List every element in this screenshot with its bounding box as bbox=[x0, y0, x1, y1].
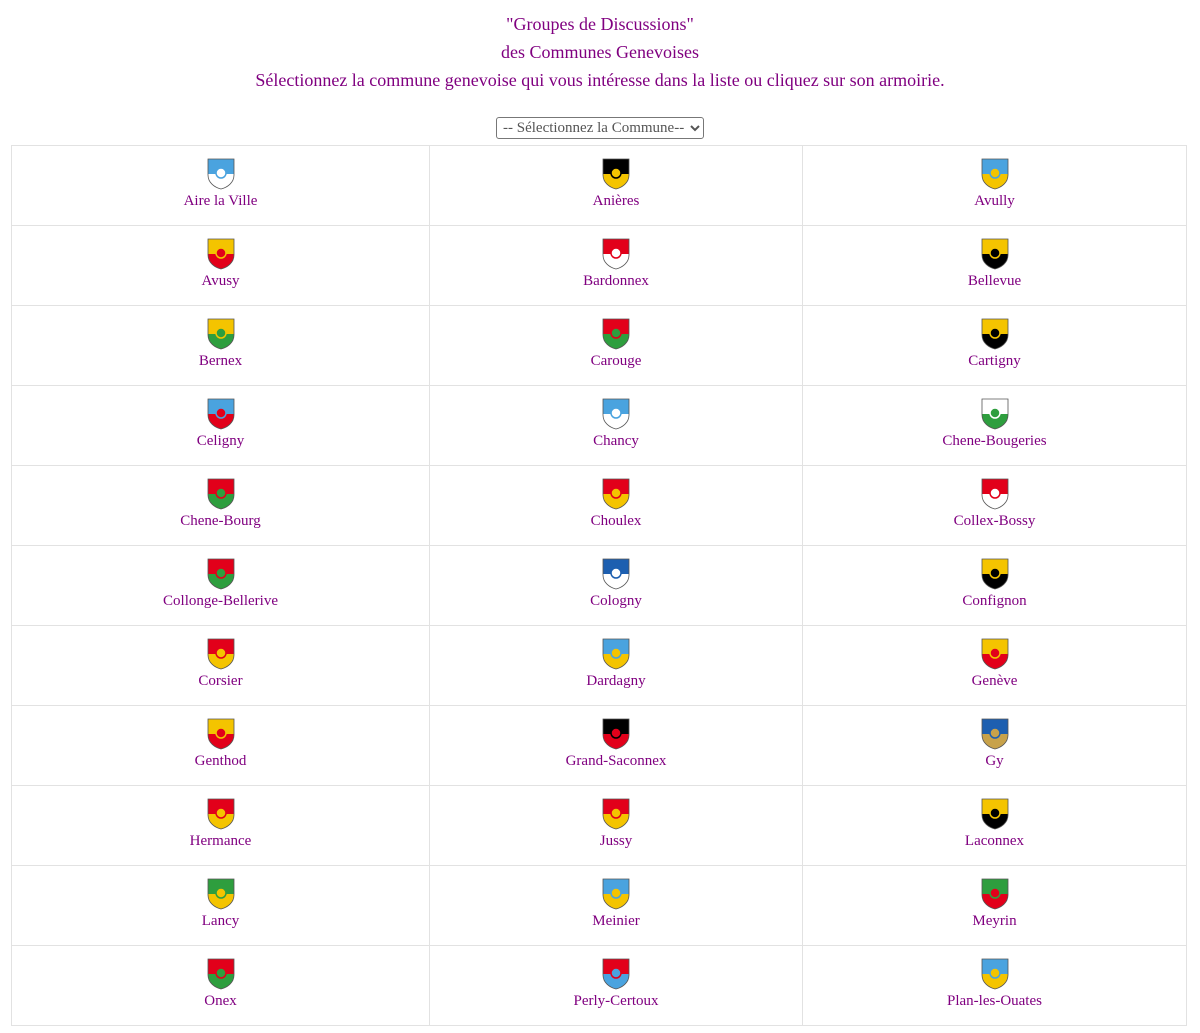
page-subtitle: des Communes Genevoises bbox=[501, 42, 699, 62]
commune-name[interactable]: Aire la Ville bbox=[183, 193, 258, 209]
commune-name[interactable]: Chene-Bougeries bbox=[942, 433, 1047, 449]
commune-cell[interactable] bbox=[803, 306, 1187, 386]
commune-cell[interactable] bbox=[803, 626, 1187, 706]
commune-name[interactable]: Collonge-Bellerive bbox=[163, 593, 278, 609]
bardonnex-coat-of-arms-icon[interactable] bbox=[602, 238, 630, 270]
commune-name[interactable]: Genève bbox=[971, 673, 1018, 689]
commune-cell[interactable] bbox=[12, 306, 430, 386]
grand-saconnex-coat-of-arms-icon[interactable] bbox=[602, 718, 630, 750]
cologny-coat-of-arms-icon[interactable] bbox=[602, 558, 630, 590]
commune-cell[interactable] bbox=[12, 226, 430, 306]
commune-name[interactable]: Choulex bbox=[590, 513, 642, 529]
commune-name[interactable]: Chancy bbox=[593, 433, 639, 449]
lancy-coat-of-arms-icon[interactable] bbox=[207, 878, 235, 910]
commune-cell[interactable] bbox=[803, 146, 1187, 226]
carouge-coat-of-arms-icon[interactable] bbox=[602, 318, 630, 350]
hermance-coat-of-arms-icon[interactable] bbox=[207, 798, 235, 830]
gy-coat-of-arms-icon[interactable] bbox=[981, 718, 1009, 750]
commune-cell[interactable] bbox=[12, 146, 430, 226]
commune-cell[interactable] bbox=[803, 466, 1187, 546]
commune-cell[interactable] bbox=[430, 386, 803, 466]
commune-name[interactable]: Corsier bbox=[198, 673, 243, 689]
commune-cell[interactable] bbox=[430, 546, 803, 626]
commune-name[interactable]: Confignon bbox=[962, 593, 1027, 609]
commune-cell[interactable] bbox=[430, 466, 803, 546]
bernex-coat-of-arms-icon[interactable] bbox=[207, 318, 235, 350]
commune-name[interactable]: Onex bbox=[204, 993, 237, 1009]
chene-bougeries-coat-of-arms-icon[interactable] bbox=[981, 398, 1009, 430]
commune-cell[interactable] bbox=[430, 786, 803, 866]
commune-name[interactable]: Anières bbox=[592, 193, 640, 209]
commune-cell[interactable] bbox=[803, 786, 1187, 866]
avusy-coat-of-arms-icon[interactable] bbox=[207, 238, 235, 270]
commune-cell[interactable] bbox=[12, 946, 430, 1026]
commune-name[interactable]: Plan-les-Ouates bbox=[947, 993, 1042, 1009]
commune-cell[interactable] bbox=[430, 146, 803, 226]
commune-cell[interactable] bbox=[12, 786, 430, 866]
geneve-coat-of-arms-icon[interactable] bbox=[981, 638, 1009, 670]
commune-name[interactable]: Gy bbox=[985, 753, 1004, 769]
anieres-coat-of-arms-icon[interactable] bbox=[602, 158, 630, 190]
collonge-bellerive-coat-of-arms-icon[interactable] bbox=[207, 558, 235, 590]
celigny-coat-of-arms-icon[interactable] bbox=[207, 398, 235, 430]
commune-name[interactable]: Lancy bbox=[201, 913, 240, 929]
cartigny-coat-of-arms-icon[interactable] bbox=[981, 318, 1009, 350]
commune-cell[interactable] bbox=[430, 866, 803, 946]
bellevue-coat-of-arms-icon[interactable] bbox=[981, 238, 1009, 270]
commune-cell[interactable] bbox=[12, 706, 430, 786]
jussy-coat-of-arms-icon[interactable] bbox=[602, 798, 630, 830]
meyrin-coat-of-arms-icon[interactable] bbox=[981, 878, 1009, 910]
commune-name[interactable]: Jussy bbox=[599, 833, 633, 849]
collex-bossy-coat-of-arms-icon[interactable] bbox=[981, 478, 1009, 510]
dardagny-coat-of-arms-icon[interactable] bbox=[602, 638, 630, 670]
commune-cell[interactable] bbox=[803, 946, 1187, 1026]
commune-cell[interactable] bbox=[12, 546, 430, 626]
commune-cell[interactable] bbox=[803, 866, 1187, 946]
commune-cell[interactable] bbox=[430, 226, 803, 306]
plan-les-ouates-coat-of-arms-icon[interactable] bbox=[981, 958, 1009, 990]
aire-la-ville-coat-of-arms-icon[interactable] bbox=[207, 158, 235, 190]
commune-name[interactable]: Avully bbox=[974, 193, 1015, 209]
commune-name[interactable]: Laconnex bbox=[964, 833, 1025, 849]
commune-cell[interactable] bbox=[12, 626, 430, 706]
commune-cell[interactable] bbox=[430, 306, 803, 386]
commune-name[interactable]: Hermance bbox=[189, 833, 252, 849]
commune-cell[interactable] bbox=[803, 226, 1187, 306]
commune-cell[interactable] bbox=[430, 626, 803, 706]
commune-name[interactable]: Collex-Bossy bbox=[953, 513, 1036, 529]
commune-name[interactable]: Chene-Bourg bbox=[180, 513, 261, 529]
commune-cell[interactable] bbox=[12, 866, 430, 946]
commune-name[interactable]: Grand-Saconnex bbox=[565, 753, 667, 769]
commune-name[interactable]: Carouge bbox=[590, 353, 642, 369]
page-instructions: Sélectionnez la commune genevoise qui vous intéresse dans la liste ou cliquez sur son armoirie. bbox=[255, 70, 945, 90]
commune-cell[interactable] bbox=[803, 546, 1187, 626]
commune-name[interactable]: Avusy bbox=[201, 273, 240, 289]
chancy-coat-of-arms-icon[interactable] bbox=[602, 398, 630, 430]
avully-coat-of-arms-icon[interactable] bbox=[981, 158, 1009, 190]
commune-cell[interactable] bbox=[12, 466, 430, 546]
commune-name[interactable]: Bellevue bbox=[967, 273, 1022, 289]
genthod-coat-of-arms-icon[interactable] bbox=[207, 718, 235, 750]
perly-certoux-coat-of-arms-icon[interactable] bbox=[602, 958, 630, 990]
commune-name[interactable]: Cologny bbox=[590, 593, 642, 609]
commune-cell[interactable] bbox=[803, 706, 1187, 786]
chene-bourg-coat-of-arms-icon[interactable] bbox=[207, 478, 235, 510]
meinier-coat-of-arms-icon[interactable] bbox=[602, 878, 630, 910]
commune-name[interactable]: Dardagny bbox=[586, 673, 646, 689]
commune-cell[interactable] bbox=[430, 706, 803, 786]
commune-name[interactable]: Meinier bbox=[592, 913, 640, 929]
commune-name[interactable]: Bardonnex bbox=[583, 273, 649, 289]
commune-grid bbox=[11, 145, 1187, 1026]
commune-cell[interactable] bbox=[430, 946, 803, 1026]
commune-select-container bbox=[0, 117, 1200, 141]
laconnex-coat-of-arms-icon[interactable] bbox=[981, 798, 1009, 830]
commune-name[interactable]: Perly-Certoux bbox=[573, 993, 659, 1009]
commune-name[interactable]: Cartigny bbox=[968, 353, 1021, 369]
onex-coat-of-arms-icon[interactable] bbox=[207, 958, 235, 990]
commune-name[interactable]: Bernex bbox=[198, 353, 243, 369]
corsier-coat-of-arms-icon[interactable] bbox=[207, 638, 235, 670]
page-header bbox=[0, 0, 1200, 94]
confignon-coat-of-arms-icon[interactable] bbox=[981, 558, 1009, 590]
commune-name[interactable]: Genthod bbox=[194, 753, 247, 769]
commune-cell[interactable] bbox=[12, 386, 430, 466]
commune-name[interactable]: Celigny bbox=[196, 433, 245, 449]
commune-select[interactable] bbox=[496, 117, 704, 139]
commune-name[interactable]: Meyrin bbox=[972, 913, 1017, 929]
commune-cell[interactable] bbox=[803, 386, 1187, 466]
page-title: "Groupes de Discussions" bbox=[506, 14, 694, 34]
choulex-coat-of-arms-icon[interactable] bbox=[602, 478, 630, 510]
